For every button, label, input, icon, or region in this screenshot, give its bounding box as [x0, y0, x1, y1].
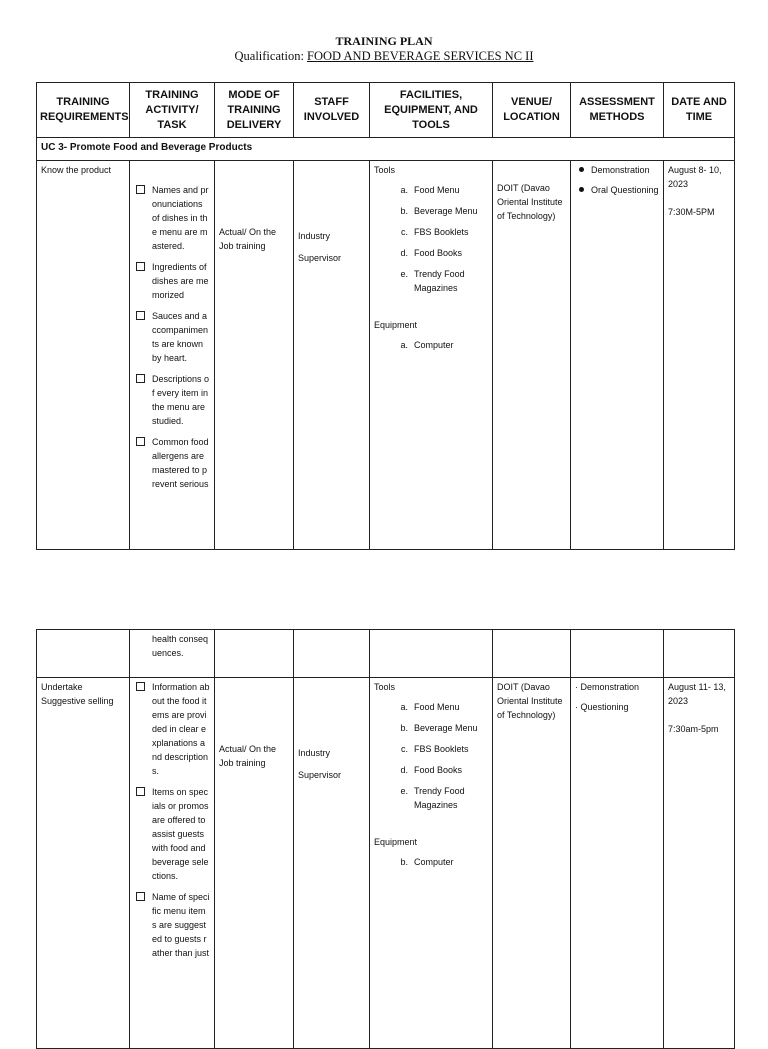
date-text: August 8- 10, 2023: [668, 165, 722, 189]
list-item: Names and pronunciations of dishes in the menu are mastered.: [134, 183, 210, 253]
qualification-label: Qualification:: [234, 49, 304, 63]
checkbox-icon: [136, 437, 145, 446]
checkbox-icon: [136, 374, 145, 383]
venue-cell: DOIT (Davao Oriental Institute of Technology): [493, 161, 571, 550]
list-item: b. Beverage Menu: [400, 206, 478, 216]
task-list: [134, 680, 210, 960]
document-title: TRAINING PLAN: [335, 34, 433, 48]
list-item: · Questioning: [575, 702, 629, 712]
training-plan-table-page1: [36, 82, 735, 550]
staff-cell: Industry Supervisor: [294, 161, 370, 550]
table-row: [37, 161, 735, 550]
assessment-list: [575, 163, 659, 197]
continued-task-text: health consequences.: [152, 634, 209, 658]
facilities-cell: [370, 161, 493, 550]
header-training-requirements: TRAINING REQUIREMENTS: [37, 83, 130, 138]
assessment-cell: [571, 678, 664, 1049]
venue-cell: DOIT (Davao Oriental Institute of Technology): [493, 678, 571, 1049]
qualification-value: FOOD AND BEVERAGE SERVICES NC II: [307, 49, 534, 63]
assessment-cell: [571, 161, 664, 550]
date-cell: [664, 161, 735, 550]
list-item: Ingredients of dishes are memorized: [134, 260, 210, 302]
requirement-cell: Undertake Suggestive selling: [37, 678, 130, 1049]
bullet-icon: [579, 187, 584, 192]
requirement-cell: Know the product: [37, 161, 130, 550]
date-cell: [664, 678, 735, 1049]
list-item: Name of specific menu items are suggested to guests rather than just: [134, 890, 210, 960]
list-item: Demonstration: [575, 163, 659, 177]
list-item: e. Trendy Food Magazines: [400, 786, 465, 810]
list-item: · Demonstration: [575, 682, 640, 692]
tools-label: Tools: [374, 682, 396, 692]
task-list: [134, 183, 210, 491]
mode-cell: Actual/ On the Job training: [215, 678, 294, 1049]
checkbox-icon: [136, 892, 145, 901]
facilities-cell: [370, 678, 493, 1049]
equipment-list: [374, 338, 488, 352]
list-item: b. Beverage Menu: [400, 723, 478, 733]
checkbox-icon: [136, 787, 145, 796]
list-item: b. Computer: [400, 857, 454, 867]
checkbox-icon: [136, 682, 145, 691]
list-item: a. Computer: [400, 340, 454, 350]
list-item: a. Food Menu: [400, 185, 460, 195]
checkbox-icon: [136, 311, 145, 320]
uc-heading: UC 3- Promote Food and Beverage Products: [37, 138, 735, 161]
assessment-list: [575, 680, 659, 714]
equipment-label: Equipment: [374, 837, 418, 847]
list-item: c. FBS Booklets: [400, 227, 469, 237]
header-facilities: FACILITIES, EQUIPMENT, AND TOOLS: [370, 83, 493, 138]
header-assessment: ASSESSMENT METHODS: [571, 83, 664, 138]
checkbox-icon: [136, 262, 145, 271]
list-item: c. FBS Booklets: [400, 744, 469, 754]
time-text: 7:30am-5pm: [668, 724, 719, 734]
list-item: Oral Questioning: [575, 183, 659, 197]
list-item: Descriptions of every item in the menu are studied.: [134, 372, 210, 428]
bullet-icon: [579, 167, 584, 172]
header-row: [37, 83, 735, 138]
uc-row: [37, 138, 735, 161]
list-item: Common food allergens are mastered to prevent serious: [134, 435, 210, 491]
equipment-list: [374, 855, 488, 869]
list-item: a. Food Menu: [400, 702, 460, 712]
list-item: Items on specials or promos are offered to assist guests with food and beverage selections.: [134, 785, 210, 883]
task-cell: [130, 678, 215, 1049]
task-cell: [130, 630, 215, 678]
qualification-line: [0, 49, 768, 64]
date-text: August 11- 13, 2023: [668, 682, 726, 706]
mode-cell: Actual/ On the Job training: [215, 161, 294, 550]
header-training-activity: TRAINING ACTIVITY/ TASK: [130, 83, 215, 138]
checkbox-icon: [136, 185, 145, 194]
list-item: Sauces and accompaniments are known by heart.: [134, 309, 210, 365]
tools-list: [374, 183, 488, 295]
list-item: e. Trendy Food Magazines: [400, 269, 465, 293]
equipment-label: Equipment: [374, 320, 418, 330]
table-row: [37, 630, 735, 678]
time-text: 7:30M-5PM: [668, 207, 715, 217]
list-item: d. Food Books: [400, 765, 463, 775]
table-row: [37, 678, 735, 1049]
header-date-time: DATE AND TIME: [664, 83, 735, 138]
task-cell: [130, 161, 215, 550]
list-item: Information about the food items are provided in clear explanations and descriptions.: [134, 680, 210, 778]
header-staff-involved: STAFF INVOLVED: [294, 83, 370, 138]
list-item: d. Food Books: [400, 248, 463, 258]
tools-label: Tools: [374, 165, 396, 175]
header-mode-of-delivery: MODE OF TRAINING DELIVERY: [215, 83, 294, 138]
header-venue: VENUE/ LOCATION: [493, 83, 571, 138]
training-plan-table-page2: [36, 629, 735, 1049]
tools-list: [374, 700, 488, 812]
staff-cell: Industry Supervisor: [294, 678, 370, 1049]
